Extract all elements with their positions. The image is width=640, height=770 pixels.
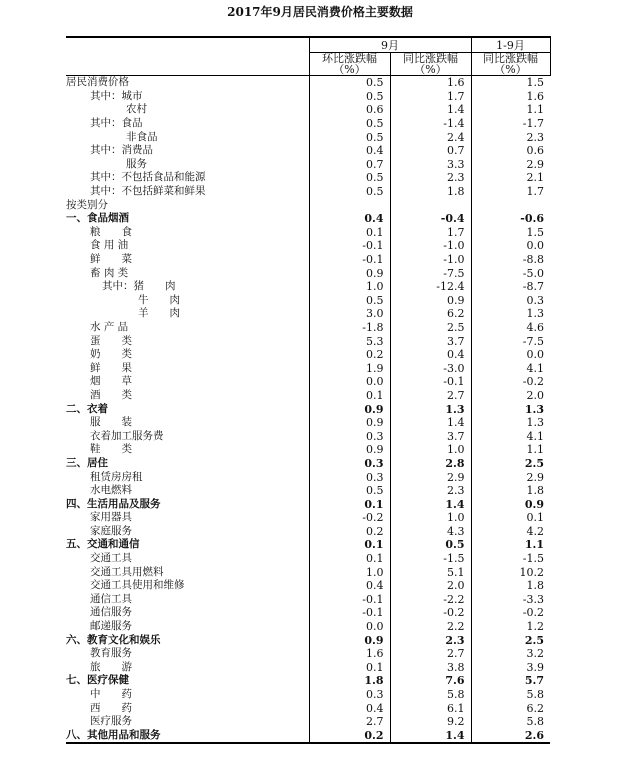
cell-ytd: 10.2 [519, 565, 544, 579]
row-label: 鲜 果 [66, 361, 309, 375]
cell-mom: 0.0 [309, 620, 390, 634]
cell-yoy: 2.5 [390, 321, 471, 335]
table-header [66, 37, 550, 76]
cell-ytd: -0.2 [522, 375, 544, 389]
cell-mom: 0.0 [309, 375, 390, 389]
row-label: 服 装 [66, 416, 309, 430]
cell-yoy: 1.6 [390, 76, 471, 90]
row-label: 鲜 菜 [66, 253, 309, 267]
row-label: 一、食品烟酒 [66, 212, 309, 226]
table-row [66, 266, 550, 280]
cell-ytd: 3.9 [526, 660, 544, 674]
cell-ytd: 0.0 [526, 239, 544, 253]
cell-ytd: 5.8 [526, 688, 544, 702]
cell-mom: 0.3 [309, 688, 390, 702]
row-label: 奶 类 [66, 348, 309, 362]
cell-ytd: 2.5 [524, 633, 544, 647]
table-row [66, 429, 550, 443]
row-label: 其中：食品 [66, 117, 309, 131]
table-row [66, 144, 550, 158]
cell-ytd: 1.5 [471, 76, 550, 90]
header-ytd-label: 同比涨跌幅 （%） [483, 52, 538, 76]
row-label: 交通工具使用和维修 [66, 579, 309, 593]
cell-ytd: -8.7 [522, 280, 544, 294]
table-row [66, 185, 550, 199]
cell-ytd: 4.1 [526, 429, 544, 443]
cell-ytd: 1.7 [526, 185, 544, 199]
table-row [66, 253, 550, 267]
cell-ytd: 2.6 [471, 729, 550, 744]
row-label: 酒 类 [66, 389, 309, 403]
cell-ytd: 2.9 [526, 157, 544, 171]
cell-yoy: 1.4 [390, 497, 471, 511]
cell-ytd: 0.6 [526, 144, 544, 158]
cell-mom: 1.0 [309, 565, 390, 579]
cell-mom: 0.9 [309, 402, 390, 416]
row-label: 按类别分 [66, 198, 309, 212]
row-label: 衣着加工服务费 [66, 429, 309, 443]
cell-ytd: 4.1 [526, 361, 544, 375]
table-row [66, 294, 550, 308]
cell-yoy: 0.5 [390, 538, 471, 552]
cell-mom: -0.1 [309, 253, 390, 267]
cell-yoy: -1.0 [390, 239, 471, 253]
cell-mom: 0.5 [309, 130, 390, 144]
cell-ytd: 1.1 [526, 103, 544, 117]
row-label: 鞋 类 [66, 443, 309, 457]
cell-yoy: 3.7 [390, 429, 471, 443]
cell-ytd: 4.6 [526, 320, 544, 334]
cell-ytd: 2.9 [526, 470, 544, 484]
cell-ytd: 2.3 [526, 130, 544, 144]
page-title: 2017年9月居民消费价格主要数据 [227, 5, 413, 19]
cell-yoy: -1.5 [390, 552, 471, 566]
row-label: 通信服务 [66, 606, 309, 620]
header-ytd [471, 53, 550, 76]
cell-ytd: 4.2 [526, 524, 544, 538]
cell-yoy: -3.0 [390, 361, 471, 375]
cell-ytd: -8.8 [522, 253, 544, 267]
table-row [66, 579, 550, 593]
cell-yoy: 2.2 [390, 620, 471, 634]
cell-ytd: -1.7 [522, 117, 544, 131]
cell-yoy: 9.2 [390, 715, 471, 729]
cell-yoy: 2.0 [390, 579, 471, 593]
table-row [66, 443, 550, 457]
table-row [66, 470, 550, 484]
cell-mom: -0.1 [309, 593, 390, 607]
table-row [66, 76, 550, 90]
cell-yoy: 1.7 [390, 90, 471, 104]
header-yoy [390, 53, 471, 76]
cell-ytd: 1.1 [526, 443, 544, 457]
row-label: 居民消费价格 [66, 76, 309, 90]
cell-mom: 0.5 [309, 294, 390, 308]
row-label: 粮 食 [66, 226, 309, 240]
cell-mom [309, 198, 390, 212]
row-label: 畜 肉 类 [66, 266, 309, 280]
table-row [66, 497, 550, 511]
row-label: 农村 [66, 103, 309, 117]
table-row [66, 552, 550, 566]
table-row [66, 674, 550, 688]
table-row [66, 90, 550, 104]
row-label: 烟 草 [66, 375, 309, 389]
row-label: 五、交通和通信 [66, 538, 309, 552]
cell-mom: 0.6 [309, 103, 390, 117]
cell-ytd: -7.5 [522, 334, 544, 348]
cell-mom: 0.9 [309, 416, 390, 430]
row-label: 四、生活用品及服务 [66, 497, 309, 511]
table-row [66, 389, 550, 403]
cell-mom: 1.0 [309, 280, 390, 294]
table-row [66, 416, 550, 430]
cell-mom: 0.1 [309, 661, 390, 675]
cell-mom: 0.7 [309, 158, 390, 172]
cell-mom: 0.9 [309, 266, 390, 280]
header-blank-cell [66, 37, 309, 76]
cell-ytd: 1.5 [526, 225, 544, 239]
table-row [66, 402, 550, 416]
cell-ytd [471, 198, 550, 212]
cell-ytd: 5.7 [524, 674, 544, 688]
cell-mom: -0.2 [309, 511, 390, 525]
cell-mom: 0.1 [309, 552, 390, 566]
cell-ytd: 1.2 [526, 620, 544, 634]
table-row [66, 103, 550, 117]
cell-mom: 0.3 [309, 470, 390, 484]
row-label: 七、医疗保健 [66, 674, 309, 688]
row-label: 牛 肉 [66, 294, 309, 308]
cell-mom: 0.3 [309, 429, 390, 443]
table-row [66, 239, 550, 253]
cell-mom: 0.1 [309, 226, 390, 240]
cell-mom: 0.1 [309, 389, 390, 403]
cell-yoy: 1.3 [390, 402, 471, 416]
cell-mom: 0.5 [309, 117, 390, 131]
cell-yoy: -1.0 [390, 253, 471, 267]
table-row [66, 633, 550, 647]
row-label: 其中：不包括食品和能源 [66, 171, 309, 185]
cell-yoy: 7.6 [390, 674, 471, 688]
table-row [66, 348, 550, 362]
cell-yoy: 1.4 [390, 416, 471, 430]
cell-yoy: -7.5 [390, 266, 471, 280]
table-row [66, 457, 550, 471]
row-label: 三、居住 [66, 457, 309, 471]
row-label: 其中：消费品 [66, 144, 309, 158]
cell-ytd: -0.6 [520, 212, 544, 226]
cell-ytd: 1.3 [524, 402, 544, 416]
header-yoy-label: 同比涨跌幅 （%） [403, 52, 458, 76]
table-row [66, 334, 550, 348]
cell-yoy: 6.1 [390, 701, 471, 715]
cell-mom: 0.4 [309, 144, 390, 158]
cell-yoy: 2.8 [390, 457, 471, 471]
cell-ytd: 1.3 [526, 307, 544, 321]
row-label: 租赁房房租 [66, 470, 309, 484]
cell-yoy: 2.3 [390, 171, 471, 185]
row-label: 其中：不包括鲜菜和鲜果 [66, 185, 309, 199]
cell-mom: 0.5 [309, 90, 390, 104]
cell-ytd: 0.3 [526, 293, 544, 307]
row-label: 羊 肉 [66, 307, 309, 321]
header-ytd-group: 1-9月 [471, 37, 550, 53]
cell-ytd: 2.5 [524, 456, 544, 470]
cell-ytd: 1.8 [526, 579, 544, 593]
cell-mom: 1.9 [309, 361, 390, 375]
cell-mom: 5.3 [309, 334, 390, 348]
cell-mom: 3.0 [309, 307, 390, 321]
table-row [66, 593, 550, 607]
row-label: 水电燃料 [66, 484, 309, 498]
cell-mom: 0.9 [309, 633, 390, 647]
row-label: 中 药 [66, 688, 309, 702]
cell-yoy: 3.8 [390, 661, 471, 675]
table-row [66, 661, 550, 675]
table-row [66, 212, 550, 226]
table-row [66, 171, 550, 185]
row-label: 食 用 油 [66, 239, 309, 253]
row-label: 其中：猪 肉 [66, 280, 309, 294]
cell-yoy: 0.9 [390, 294, 471, 308]
cell-yoy: 0.7 [390, 144, 471, 158]
cell-yoy: -12.4 [390, 280, 471, 294]
cell-yoy: 1.0 [390, 511, 471, 525]
header-mom [309, 53, 390, 76]
row-label: 非食品 [66, 130, 309, 144]
cell-yoy: 2.3 [390, 484, 471, 498]
cell-ytd: 0.1 [526, 511, 544, 525]
table-row [66, 321, 550, 335]
cell-mom: 0.5 [309, 185, 390, 199]
row-label: 家庭服务 [66, 525, 309, 539]
cell-ytd: -3.3 [522, 592, 544, 606]
cell-mom: -1.8 [309, 321, 390, 335]
cell-mom: 1.6 [309, 647, 390, 661]
table-row [66, 538, 550, 552]
table-body [66, 76, 550, 744]
cell-yoy: -0.1 [390, 375, 471, 389]
cell-yoy: 2.7 [390, 647, 471, 661]
cell-yoy: 6.2 [390, 307, 471, 321]
cell-yoy: 2.4 [390, 130, 471, 144]
cell-mom: 0.1 [309, 538, 390, 552]
cell-ytd: 2.1 [526, 171, 544, 185]
cell-mom: 0.5 [309, 484, 390, 498]
table-row [66, 647, 550, 661]
table-row [66, 158, 550, 172]
cell-mom: 0.5 [309, 171, 390, 185]
table-row [66, 375, 550, 389]
table-row [66, 130, 550, 144]
cell-yoy: 3.3 [390, 158, 471, 172]
header-mom-label: 环比涨跌幅 （%） [322, 52, 377, 76]
row-label: 旅 游 [66, 661, 309, 675]
cell-yoy: 2.9 [390, 470, 471, 484]
cell-mom: 0.5 [309, 76, 390, 90]
table-row [66, 307, 550, 321]
cell-yoy: -1.4 [390, 117, 471, 131]
cell-ytd: 1.1 [524, 538, 544, 552]
cell-ytd: 0.0 [526, 348, 544, 362]
table-row [66, 484, 550, 498]
cpi-table [66, 36, 551, 744]
table-row [66, 361, 550, 375]
table-row [66, 511, 550, 525]
table-row [66, 620, 550, 634]
cell-yoy: 1.7 [390, 226, 471, 240]
cell-ytd: 1.6 [526, 89, 544, 103]
cell-yoy: 5.8 [390, 688, 471, 702]
row-label: 服务 [66, 158, 309, 172]
table-row [66, 565, 550, 579]
table-row [66, 701, 550, 715]
cell-mom: 0.4 [309, 701, 390, 715]
cell-ytd: 1.8 [526, 484, 544, 498]
cell-ytd: -0.2 [522, 606, 544, 620]
cell-mom: 0.9 [309, 443, 390, 457]
row-label: 其中：城市 [66, 90, 309, 104]
row-label: 通信工具 [66, 593, 309, 607]
cell-ytd: 6.2 [526, 701, 544, 715]
cell-ytd: 0.9 [524, 497, 544, 511]
row-label: 二、衣着 [66, 402, 309, 416]
cell-yoy: 1.8 [390, 185, 471, 199]
cell-ytd: -5.0 [522, 266, 544, 280]
cell-yoy: 5.1 [390, 565, 471, 579]
cell-mom: 2.7 [309, 715, 390, 729]
row-label: 邮递服务 [66, 620, 309, 634]
cell-mom: 0.2 [309, 348, 390, 362]
cell-mom: 0.3 [309, 457, 390, 471]
row-label: 家用器具 [66, 511, 309, 525]
table-row [66, 729, 550, 744]
row-label: 六、教育文化和娱乐 [66, 633, 309, 647]
table-row [66, 715, 550, 729]
cell-yoy: 1.4 [390, 103, 471, 117]
cell-mom: 0.2 [309, 525, 390, 539]
cell-yoy: 4.3 [390, 525, 471, 539]
cell-mom: 1.8 [309, 674, 390, 688]
cell-yoy: -0.2 [390, 606, 471, 620]
cell-ytd: 2.0 [526, 388, 544, 402]
table-row [66, 117, 550, 131]
cell-mom: 0.4 [309, 579, 390, 593]
table-row [66, 606, 550, 620]
row-label: 教育服务 [66, 647, 309, 661]
cell-yoy: 0.4 [390, 348, 471, 362]
table-row [66, 280, 550, 294]
cell-yoy: 3.7 [390, 334, 471, 348]
table-row [66, 525, 550, 539]
cell-mom: 0.4 [309, 212, 390, 226]
cell-mom: 0.2 [309, 729, 390, 744]
cell-yoy: 2.7 [390, 389, 471, 403]
row-label: 蛋 类 [66, 334, 309, 348]
cell-yoy: -2.2 [390, 593, 471, 607]
header-month-group: 9月 [309, 37, 471, 53]
cell-mom: -0.1 [309, 606, 390, 620]
cell-ytd: 5.8 [526, 715, 544, 729]
cell-ytd: -1.5 [522, 552, 544, 566]
row-label: 交通工具 [66, 552, 309, 566]
row-label: 水 产 品 [66, 321, 309, 335]
table-row [66, 198, 550, 212]
cell-mom: -0.1 [309, 239, 390, 253]
cell-yoy: 1.0 [390, 443, 471, 457]
cell-ytd: 1.3 [526, 416, 544, 430]
cell-yoy: 2.3 [390, 633, 471, 647]
row-label: 交通工具用燃料 [66, 565, 309, 579]
cell-mom: 0.1 [309, 497, 390, 511]
cell-yoy: -0.4 [390, 212, 471, 226]
row-label: 医疗服务 [66, 715, 309, 729]
row-label: 西 药 [66, 701, 309, 715]
cell-ytd: 3.2 [526, 647, 544, 661]
table-row [66, 688, 550, 702]
table-row [66, 226, 550, 240]
cell-yoy: 1.4 [390, 729, 471, 744]
row-label: 八、其他用品和服务 [66, 729, 309, 744]
cell-yoy [390, 198, 471, 212]
